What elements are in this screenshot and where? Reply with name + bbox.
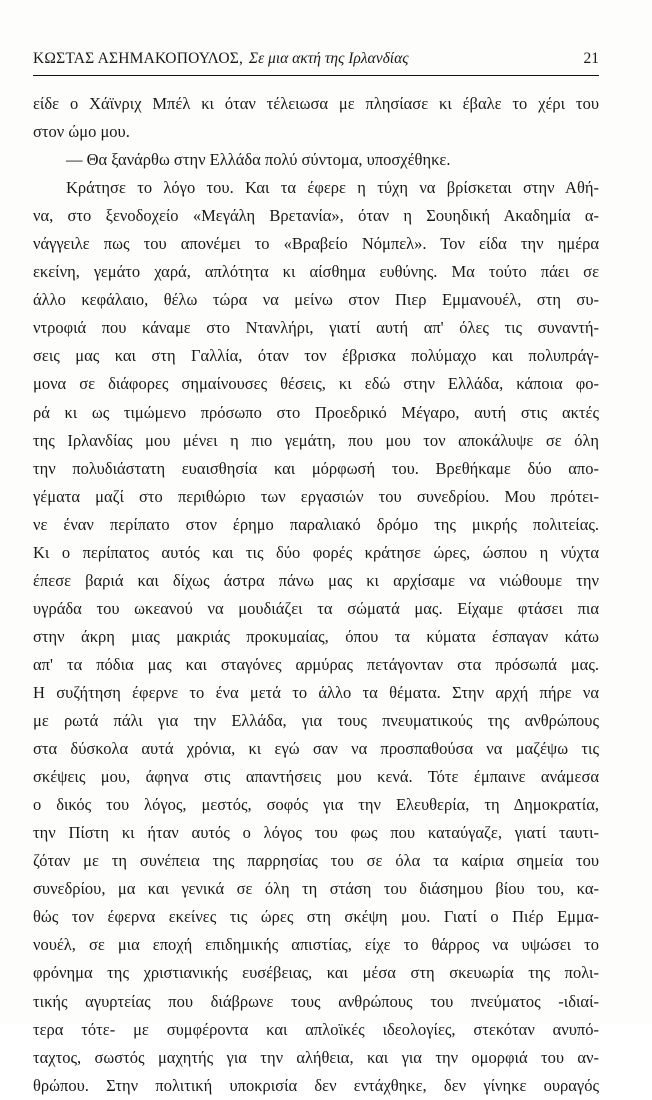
header-rule [33,75,599,76]
text-line: υγράδα του ωκεανού να μουδιάζει τα σώματά μας. Είχαμε φτάσει πια [33,598,599,618]
text-line: — Θα ξανάρθω στην Ελλάδα πολύ σύντομα, υποσχέθηκε. [66,150,451,170]
text-line: άλλο κεφάλαιο, θέλω τώρα να μείνω στον Πιερ Εμμανουέλ, στη συ- [33,290,599,310]
running-head-separator: , [238,50,243,67]
text-line: την Πίστη κι ήταν αυτός ο λόγος του φως που καταύγαζε, γιατί ταυτι- [33,823,599,843]
text-line: στην άκρη μιας μακριάς προκυμαίας, όπου τα κύματα έσπαγαν κάτω [33,626,599,646]
text-line: ταχτος, σωστός μαχητής για την αλήθεια, και για την ομορφιά του αν- [33,1047,599,1067]
text-line: μονα σε διάφορες σημαίνουσες θέσεις, κι εδώ στην Ελλάδα, κάποια φο- [33,374,599,394]
text-line: Κι ο περίπατος αυτός και τις δύο φορές κράτησε ώρες, ώσπου η νύχτα [33,542,599,562]
text-line: θώς τον έφερνα εκείνες τις ώρες στη σκέψη μου. Γιατί ο Πιέρ Εμμα- [33,907,599,927]
text-line: στον ώμο μου. [33,122,130,142]
text-line: θρώπου. Στην πολιτική υποκρισία δεν εντάχθηκε, δεν γίνηκε ουραγός [33,1075,599,1095]
text-line: στα δύσκολα αυτά χρόνια, κι εγώ σαν να προσπαθούσα να μαζέψω τις [33,739,599,759]
text-line: τικής αγυρτείας που διάβρωνε τους ανθρώπους του πνεύματος -ιδιαί- [33,991,599,1011]
text-line: Κράτησε το λόγο του. Και τα έφερε η τύχη να βρίσκεται στην Αθή- [66,178,599,198]
running-head-author: ΚΩΣΤΑΣ ΑΣΗΜΑΚΟΠΟΥΛΟΣ [33,50,239,67]
text-line: ντροφιά που κάναμε στο Ντανλήρι, γιατί αυτή απ' όλες τις συναντή- [33,318,599,338]
text-line: ρά κι ως τιμώμενο πρόσωπο στο Προεδρικό Μέγαρο, αυτή στις ακτές [33,402,599,422]
text-line: ο δικός του λόγος, μεστός, σοφός για την Ελευθερία, τη Δημοκρατία, [33,795,599,815]
text-line: φρόνημα της χριστιανικής ευσέβειας, και μέσα στη σκευωρία της πολι- [33,963,599,983]
text-line: νε έναν περίπατο στον έρημο παραλιακό δρόμο της μικρής πολιτείας. [33,514,599,534]
text-line: Η συζήτηση έφερνε το ένα μετά το άλλο τα θέματα. Στην αρχή πήρε να [33,682,599,702]
body-text [33,90,599,1100]
text-line: σεις μας και στη Γαλλία, όταν τον έβρισκα πολύμαχο και πολυπράγ- [33,346,599,366]
text-line: είδε ο Χάϊνριχ Μπέλ κι όταν τέλειωσα με πλησίασε κι έβαλε το χέρι του [33,94,599,113]
text-line: την πολυδιάστατη ευαισθησία και μόρφωσή του. Βρεθήκαμε δύο απο- [33,458,599,478]
text-line: έπεσε βαριά και δίχως άστρα πάνω μας κι αρχίσαμε να νιώθουμε την [33,570,599,590]
text-line: εκείνη, γεμάτο χαρά, απλότητα κι αίσθημα ευθύνης. Μα τούτο πάει σε [33,262,599,282]
text-line: της Ιρλανδίας μου μένει η πιο γεμάτη, που μου τον αποκάλυψε σε όλη [33,430,599,450]
running-head-book-title: Σε μια ακτή της Ιρλανδίας [248,50,409,67]
text-line: να, στο ξενοδοχείο «Μεγάλη Βρετανία», όταν η Σουηδική Ακαδημία α- [33,206,599,226]
text-line: συνεδρίου, μα και γενικά σε όλη τη στάση του διάσημου βίου του, κα- [33,879,599,899]
text-line: τερα τότε- με συμφέροντα και απλοϊκές ιδεολογίες, στεκόταν ανυπό- [33,1019,599,1039]
text-line: ζόταν με τη συνέπεια της παρρησίας του σε όλα τα καίρια σημεία του [33,851,599,871]
text-line: σκέψεις μου, άφηνα στις απαντήσεις μου κενά. Τότε έμπαινε ανάμεσα [33,767,599,787]
text-line: γέματα μαζί στο περιθώριο των εργασιών του συνεδρίου. Μου πρότει- [33,486,599,506]
text-line: με ρωτά πάλι για την Ελλάδα, για τους πνευματικούς της ανθρώπους [33,711,599,731]
text-line: νουέλ, σε μια εποχή επιδημικής απιστίας, είχε το θάρρος να υψώσει το [33,935,599,955]
running-head [33,49,599,69]
page-number: 21 [583,50,599,67]
text-line: απ' τα πόδια μας και σταγόνες αρμύρας πετάγονταν στα πρόσωπά μας. [33,654,599,674]
text-line: νάγγειλε πως του απονέμει το «Βραβείο Νόμπελ». Τον είδα την ημέρα [33,234,599,254]
